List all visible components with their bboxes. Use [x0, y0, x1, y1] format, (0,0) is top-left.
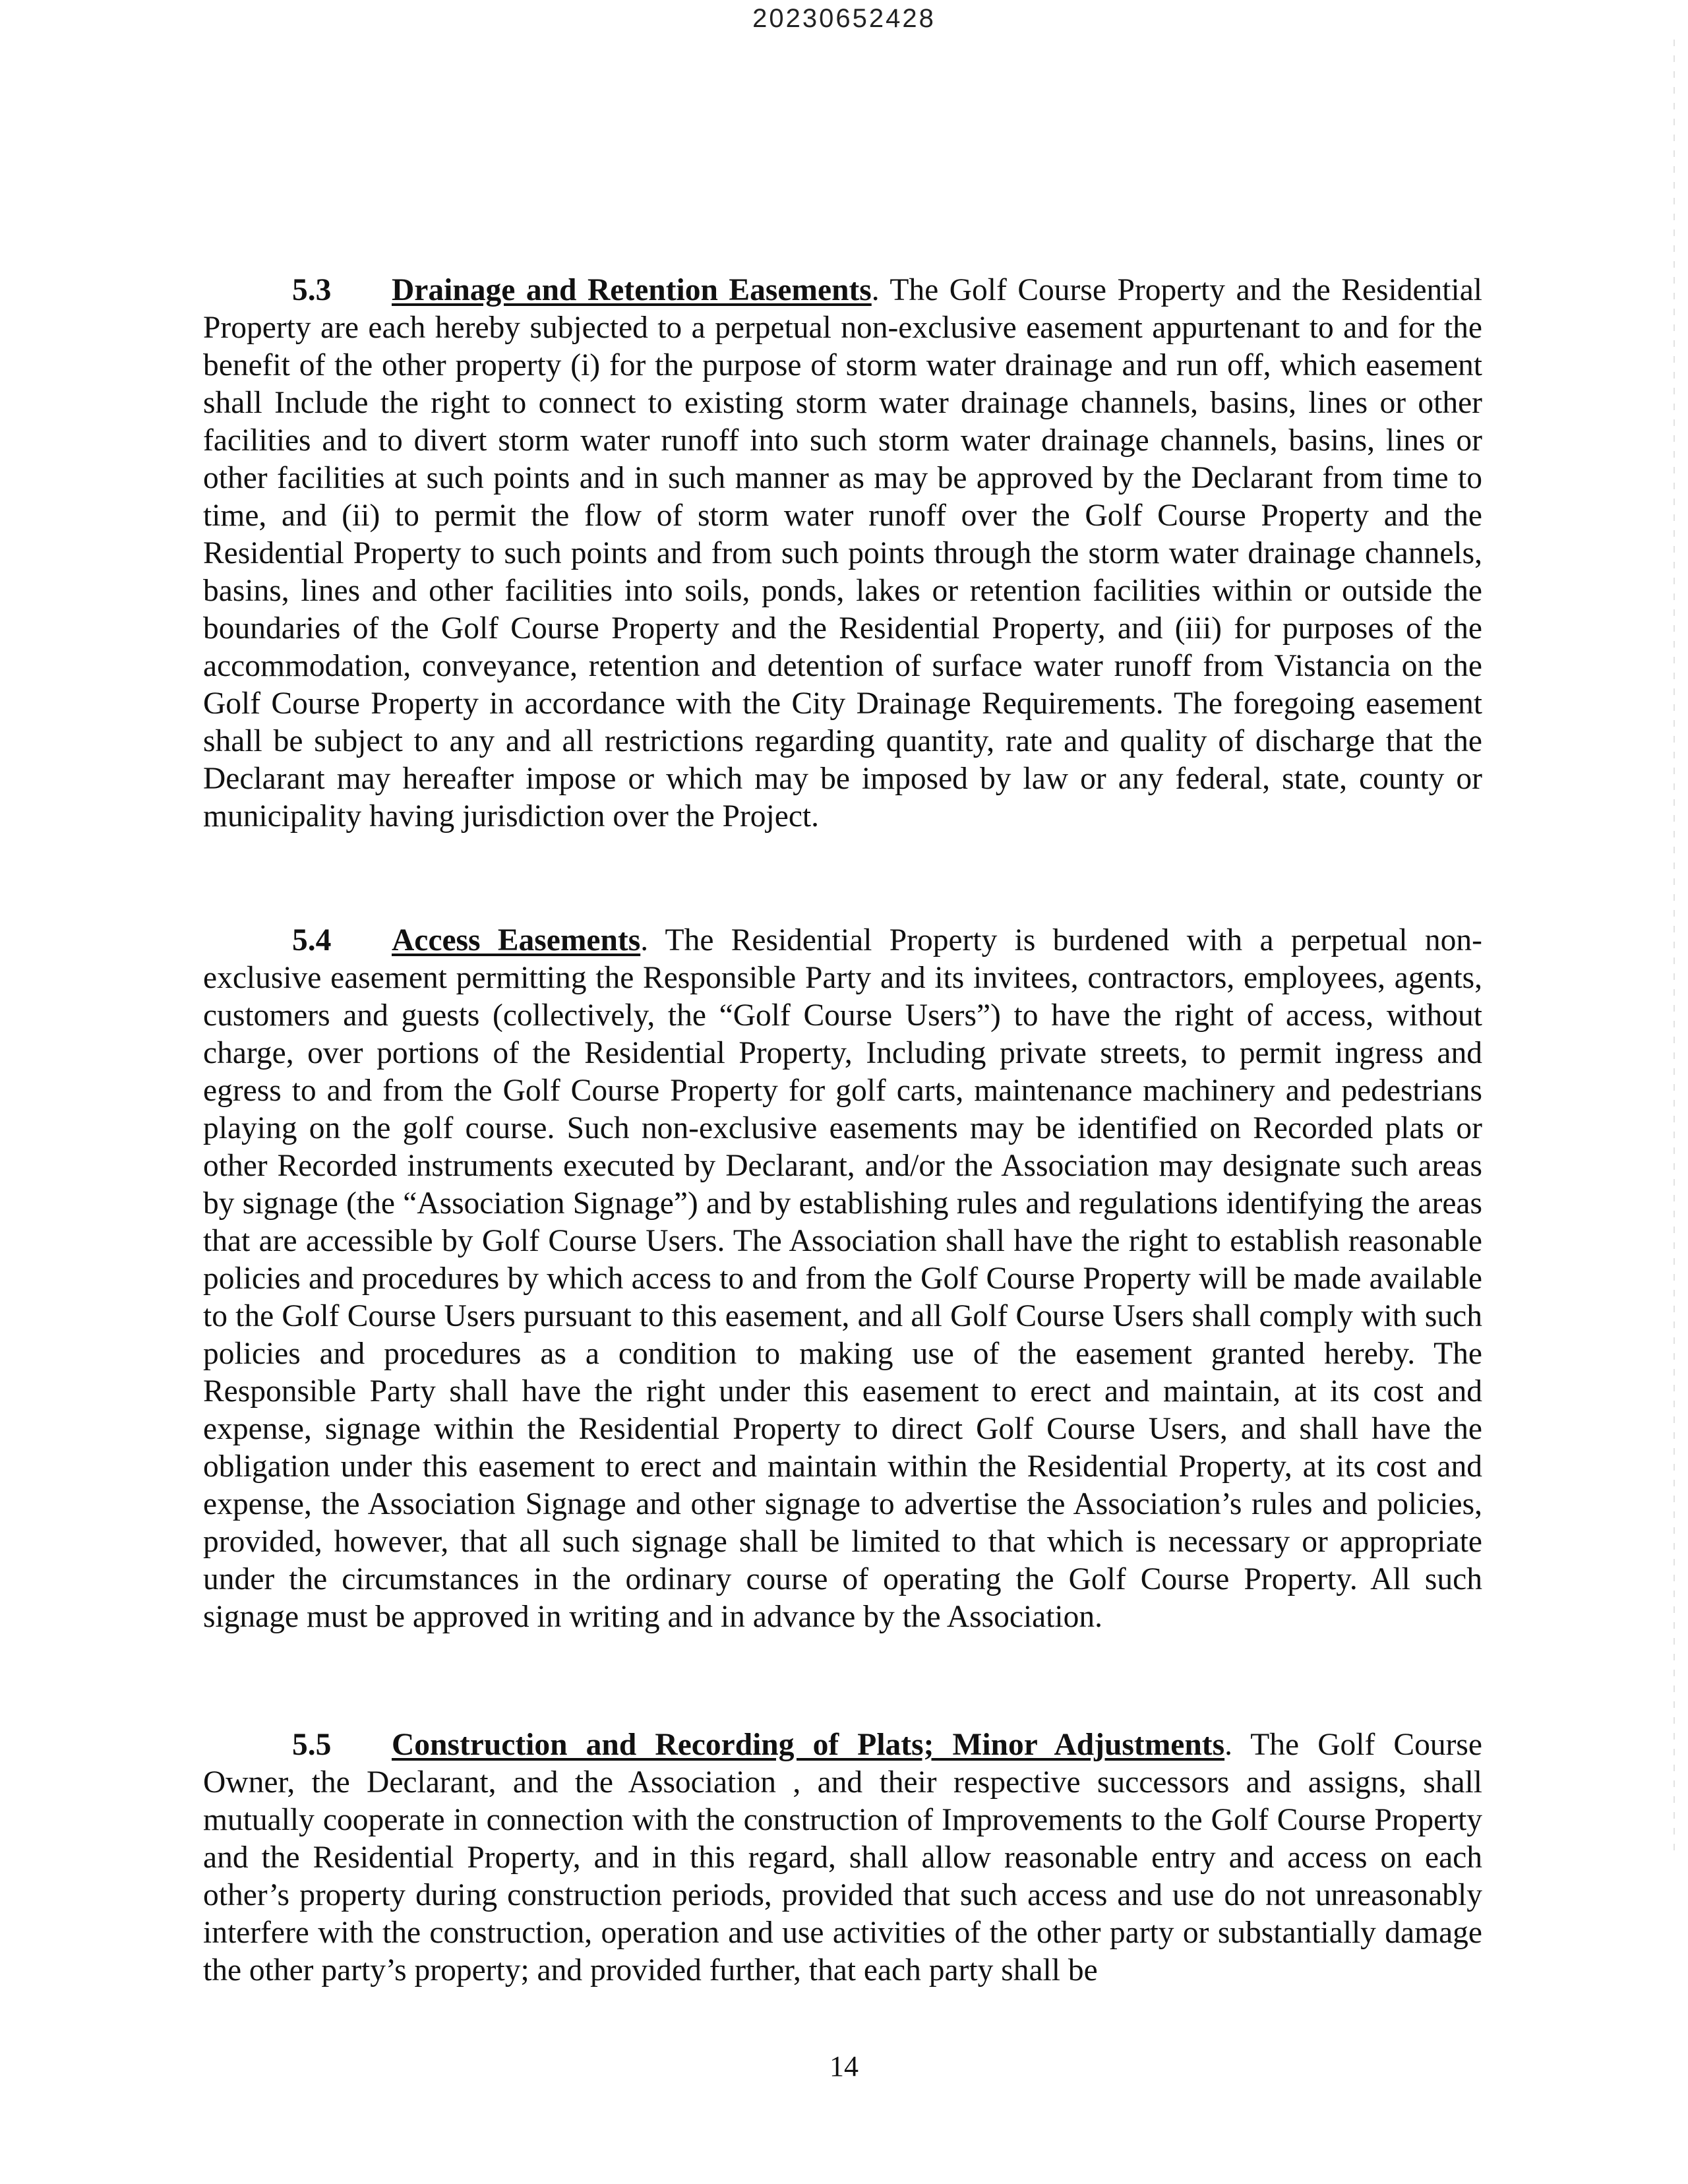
- section-5-4: [203, 922, 1482, 1636]
- document-number: 20230652428: [752, 4, 936, 33]
- section-title: Access Easements: [392, 923, 641, 957]
- section-body: . The Residential Property is burdened with a perpetual non-exclusive easement permitting the Responsible Party and its invitees, contractors, employees, agents, customers and guests (collectively, the “Golf Course Users”) to have the right of access, without charge, over portions of the Residential Property, Including private streets, to permit ingress and egress to and from the Golf Course Property for golf carts, maintenance machinery and pedestrians playing on the golf course. Such non-exclusive easements may be identified on Recorded plats or other Recorded instruments executed by Declarant, and/or the Association may designate such areas by signage (the “Association Signage”) and by establishing rules and regulations identifying the areas that are accessible by Golf Course Users. The Association shall have the right to establish reasonable policies and procedures by which access to and from the Golf Course Property will be made available to the Golf Course Users pursuant to this easement, and all Golf Course Users shall comply with such policies and procedures as a condition to making use of the easement granted hereby. The Responsible Party shall have the right under this easement to erect and maintain, at its cost and expense, signage within the Residential Property to direct Golf Course Users, and shall have the obligation under this easement to erect and maintain within the Residential Property, at its cost and expense, the Association Signage and other signage to advertise the Association’s rules and policies, provided, however, that all such signage shall be limited to that which is necessary or appropriate under the circumstances in the ordinary course of operating the Golf Course Property. All such signage must be approved in writing and in advance by the Association.: [203, 923, 1482, 1634]
- section-title: Drainage and Retention Easements: [392, 273, 872, 307]
- section-title: Construction and Recording of Plats; Minor Adjustments: [392, 1728, 1225, 1762]
- section-5-5: [203, 1726, 1482, 1989]
- section-number: 5.3: [292, 273, 332, 307]
- section-number: 5.4: [292, 923, 332, 957]
- page-number: 14: [829, 2050, 859, 2082]
- scan-edge-artifact: [1673, 40, 1675, 1860]
- section-body: . The Golf Course Owner, the Declarant, and the Association , and their respective successors and assigns, shall mutually cooperate in connection with the construction of Improvements to the Golf Course Property and the Residential Property, and in this regard, shall allow reasonable entry and access on each other’s property during construction periods, provided that such access and use do not unreasonably interfere with the construction, operation and use activities of the other party or substantially damage the other party’s property; and provided further, that each party shall be: [203, 1728, 1482, 1987]
- section-5-3: [203, 272, 1482, 835]
- section-body: . The Golf Course Property and the Residential Property are each hereby subjected to a perpetual non-exclusive easement appurtenant to and for the benefit of the other property (i) for the purpose of storm water drainage and run off, which easement shall Include the right to connect to existing storm water drainage channels, basins, lines or other facilities and to divert storm water runoff into such storm water drainage channels, basins, lines or other facilities at such points and in such manner as may be approved by the Declarant from time to time, and (ii) to permit the flow of storm water runoff over the Golf Course Property and the Residential Property to such points and from such points through the storm water drainage channels, basins, lines and other facilities into soils, ponds, lakes or retention facilities within or outside the boundaries of the Golf Course Property and the Residential Property, and (iii) for purposes of the accommodation, conveyance, retention and detention of surface water runoff from Vistancia on the Golf Course Property in accordance with the City Drainage Requirements. The foregoing easement shall be subject to any and all restrictions regarding quantity, rate and quality of discharge that the Declarant may hereafter impose or which may be imposed by law or any federal, state, county or municipality having jurisdiction over the Project.: [203, 273, 1482, 834]
- section-number: 5.5: [292, 1728, 332, 1762]
